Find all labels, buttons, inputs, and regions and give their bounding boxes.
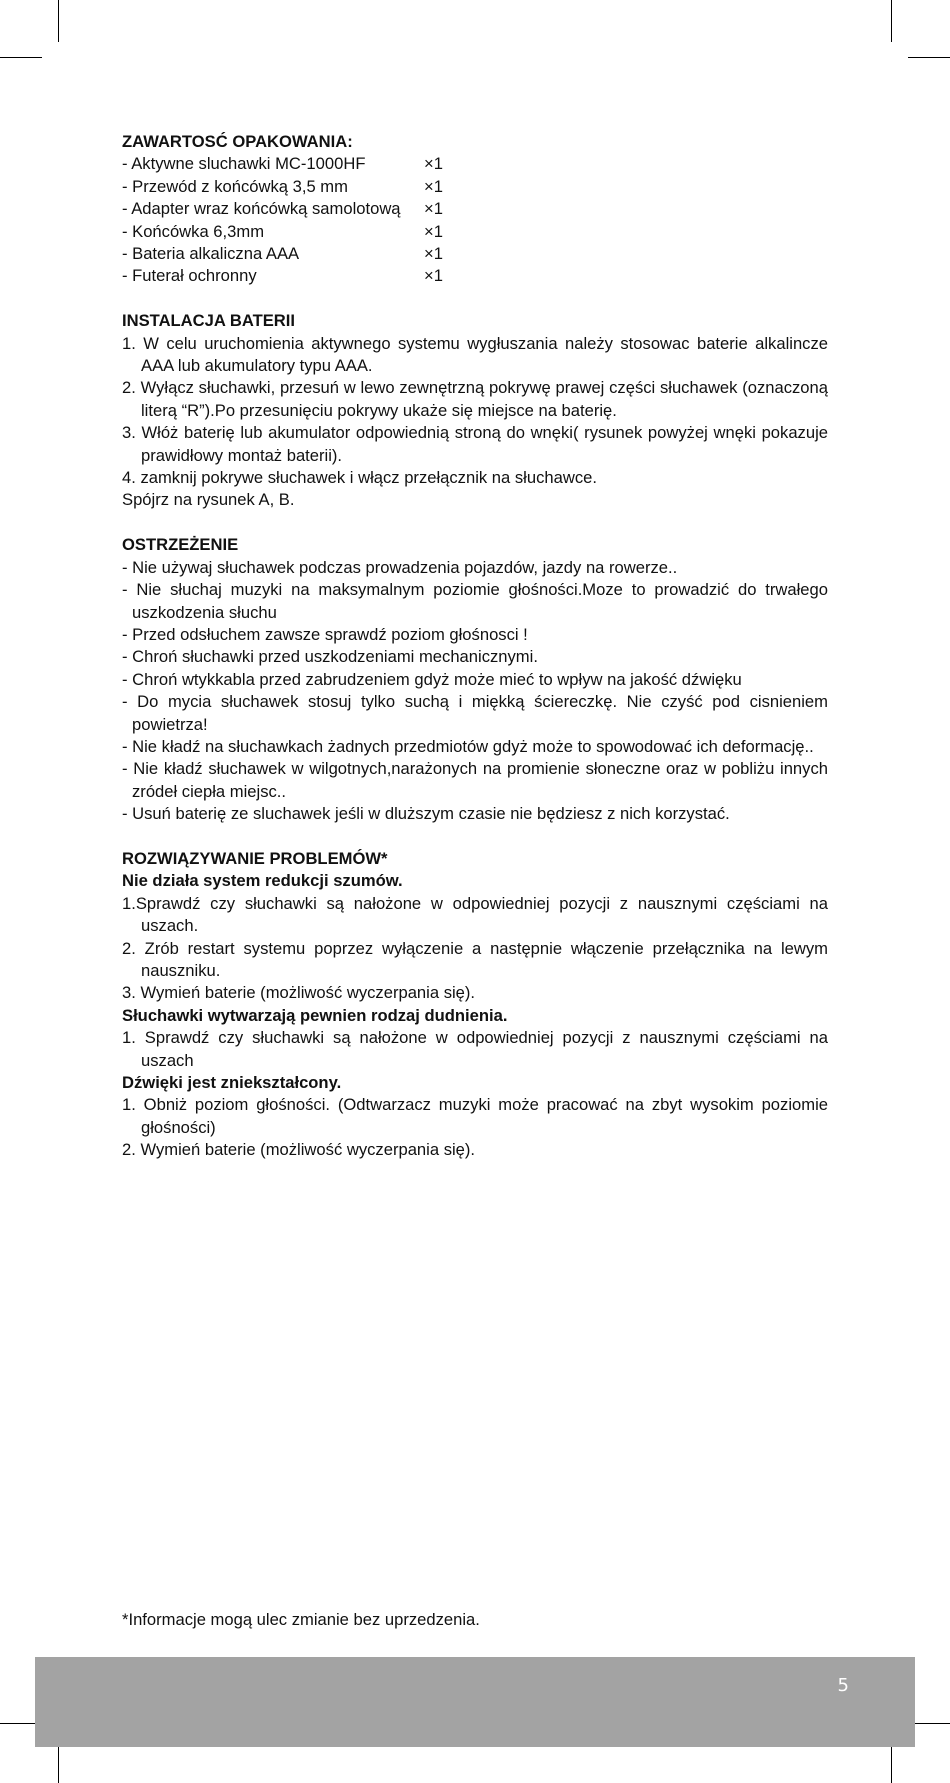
problem-heading: Dźwięki jest zniekształcony. [122,1073,342,1093]
warning-item: - Nie kładź słuchawek w wilgotnych,narażonych na promienie słoneczne oraz w pobliżu innych zródeł ciepła miejsc.. [122,759,828,801]
warning-item: - Chroń wtykkabla przed zabrudzeniem gdyż może mieć to wpływ na jakość dźwięku [122,669,742,689]
package-item-name: - Adapter wraz końcówką samolotową [122,199,401,219]
package-item-name: - Przewód z końcówką 3,5 mm [122,176,348,196]
package-item-name: - Końcówka 6,3mm [122,221,265,241]
problem-step: 2. Wymień baterie (możliwość wyczerpania się). [122,1140,476,1160]
problem-step: 1. Sprawdź czy słuchawki są nałożone w odpowiedniej pozycji z nausznymi częściami na uszach [122,1028,828,1070]
warning-item: - Nie kładź na słuchawkach żadnych przedmiotów gdyż może to spowodować ich deformację.. [122,736,814,756]
problem-step: 1. Obniż poziom głośności. (Odtwarzacz muzyki może pracować na zbyt wysokim poziomie głośności) [122,1095,828,1137]
package-item [122,243,828,265]
page-content [122,131,828,1184]
troubleshooting-groups [122,870,828,1161]
crop-mark-top-left-v [58,0,59,42]
package-item-name: - Aktywne sluchawki MC-1000HF [122,154,366,174]
battery-step: 1. W celu uruchomienia aktywnego systemu wygłuszania należy stosowac baterie alkalincze AAA lub akumulatory typu AAA. [122,333,828,376]
battery-step: 3. Włóż baterię lub akumulator odpowiednią stroną do wnęki( rysunek powyżej wnęki pokazuje prawidłowy montaż baterii). [122,423,828,465]
package-item-qty: ×1 [424,244,443,264]
battery-section [122,310,828,512]
battery-step: 2. Wyłącz słuchawki, przesuń w lewo zewnętrzną pokrywę prawej części słuchawek (oznaczoną literą “R”).Po przesunięciu pokrywy ukaże się miejsce na baterię. [122,378,828,420]
battery-step: 4. zamknij pokrywe słuchawek i włącz przełącznik na słuchawce. [122,468,597,488]
problem-step: 3. Wymień baterie (możliwość wyczerpania się). [122,983,476,1003]
warning-item: - Chroń słuchawki przed uszkodzeniami mechanicznymi. [122,647,538,667]
warning-list [122,557,828,826]
package-list [122,153,828,287]
warning-item: - Nie słuchaj muzyki na maksymalnym poziomie głośności.Moze to prowadzić do trwałego uszkodzenia słuchu [122,580,828,622]
package-item [122,265,828,287]
package-title: ZAWARTOSĆ OPAKOWANIA: [122,132,353,151]
package-item-name: - Bateria alkaliczna AAA [122,244,300,264]
package-section [122,131,828,288]
problem-step: 2. Zrób restart systemu poprzez wyłączenie a następnie włączenie przełącznika na lewym nauszniku. [122,938,828,980]
troubleshooting-section [122,848,828,1162]
battery-title: INSTALACJA BATERII [122,311,296,331]
battery-steps [122,333,828,490]
warning-section [122,534,828,825]
problem-step: 1.Sprawdź czy słuchawki są nałożone w odpowiedniej pozycji z nausznymi częściami na uszach. [122,893,828,936]
problem-heading: Słuchawki wytwarzają pewnien rodzaj dudnienia. [122,1005,508,1025]
battery-note: Spójrz na rysunek A, B. [122,490,295,510]
page-number: 5 [837,1675,850,1696]
package-item-qty: ×1 [424,154,443,174]
package-item [122,198,828,220]
footer-bar [35,1657,915,1747]
package-item [122,153,828,175]
package-item-name: - Futerał ochronny [122,266,257,286]
troubleshooting-title: ROZWIĄZYWANIE PROBLEMÓW* [122,848,388,868]
crop-mark-bottom-right-v [891,1741,892,1783]
crop-mark-top-left-h [0,57,42,58]
warning-item: - Nie używaj słuchawek podczas prowadzenia pojazdów, jazdy na rowerze.. [122,557,678,577]
package-item-qty: ×1 [424,266,443,286]
warning-title: OSTRZEŻENIE [122,535,239,555]
warning-item: - Usuń baterię ze sluchawek jeśli w dluższym czasie nie będziesz z nich korzystać. [122,804,730,824]
package-item [122,221,828,243]
crop-mark-top-right-h [908,57,950,58]
problem-heading: Nie działa system redukcji szumów. [122,871,403,891]
package-item-qty: ×1 [424,221,443,241]
crop-mark-top-right-v [891,0,892,42]
footnote: *Informacje mogą ulec zmianie bez uprzedzenia. [122,1610,480,1629]
warning-item: - Do mycia słuchawek stosuj tylko suchą i miękką ściereczkę. Nie czyść pod cisnieniem powietrza! [122,692,828,734]
package-item-qty: ×1 [424,199,443,219]
package-item [122,176,828,198]
crop-mark-bottom-left-v [58,1741,59,1783]
package-item-qty: ×1 [424,176,443,196]
warning-item: - Przed odsłuchem zawsze sprawdź poziom głośnosci ! [122,624,528,644]
